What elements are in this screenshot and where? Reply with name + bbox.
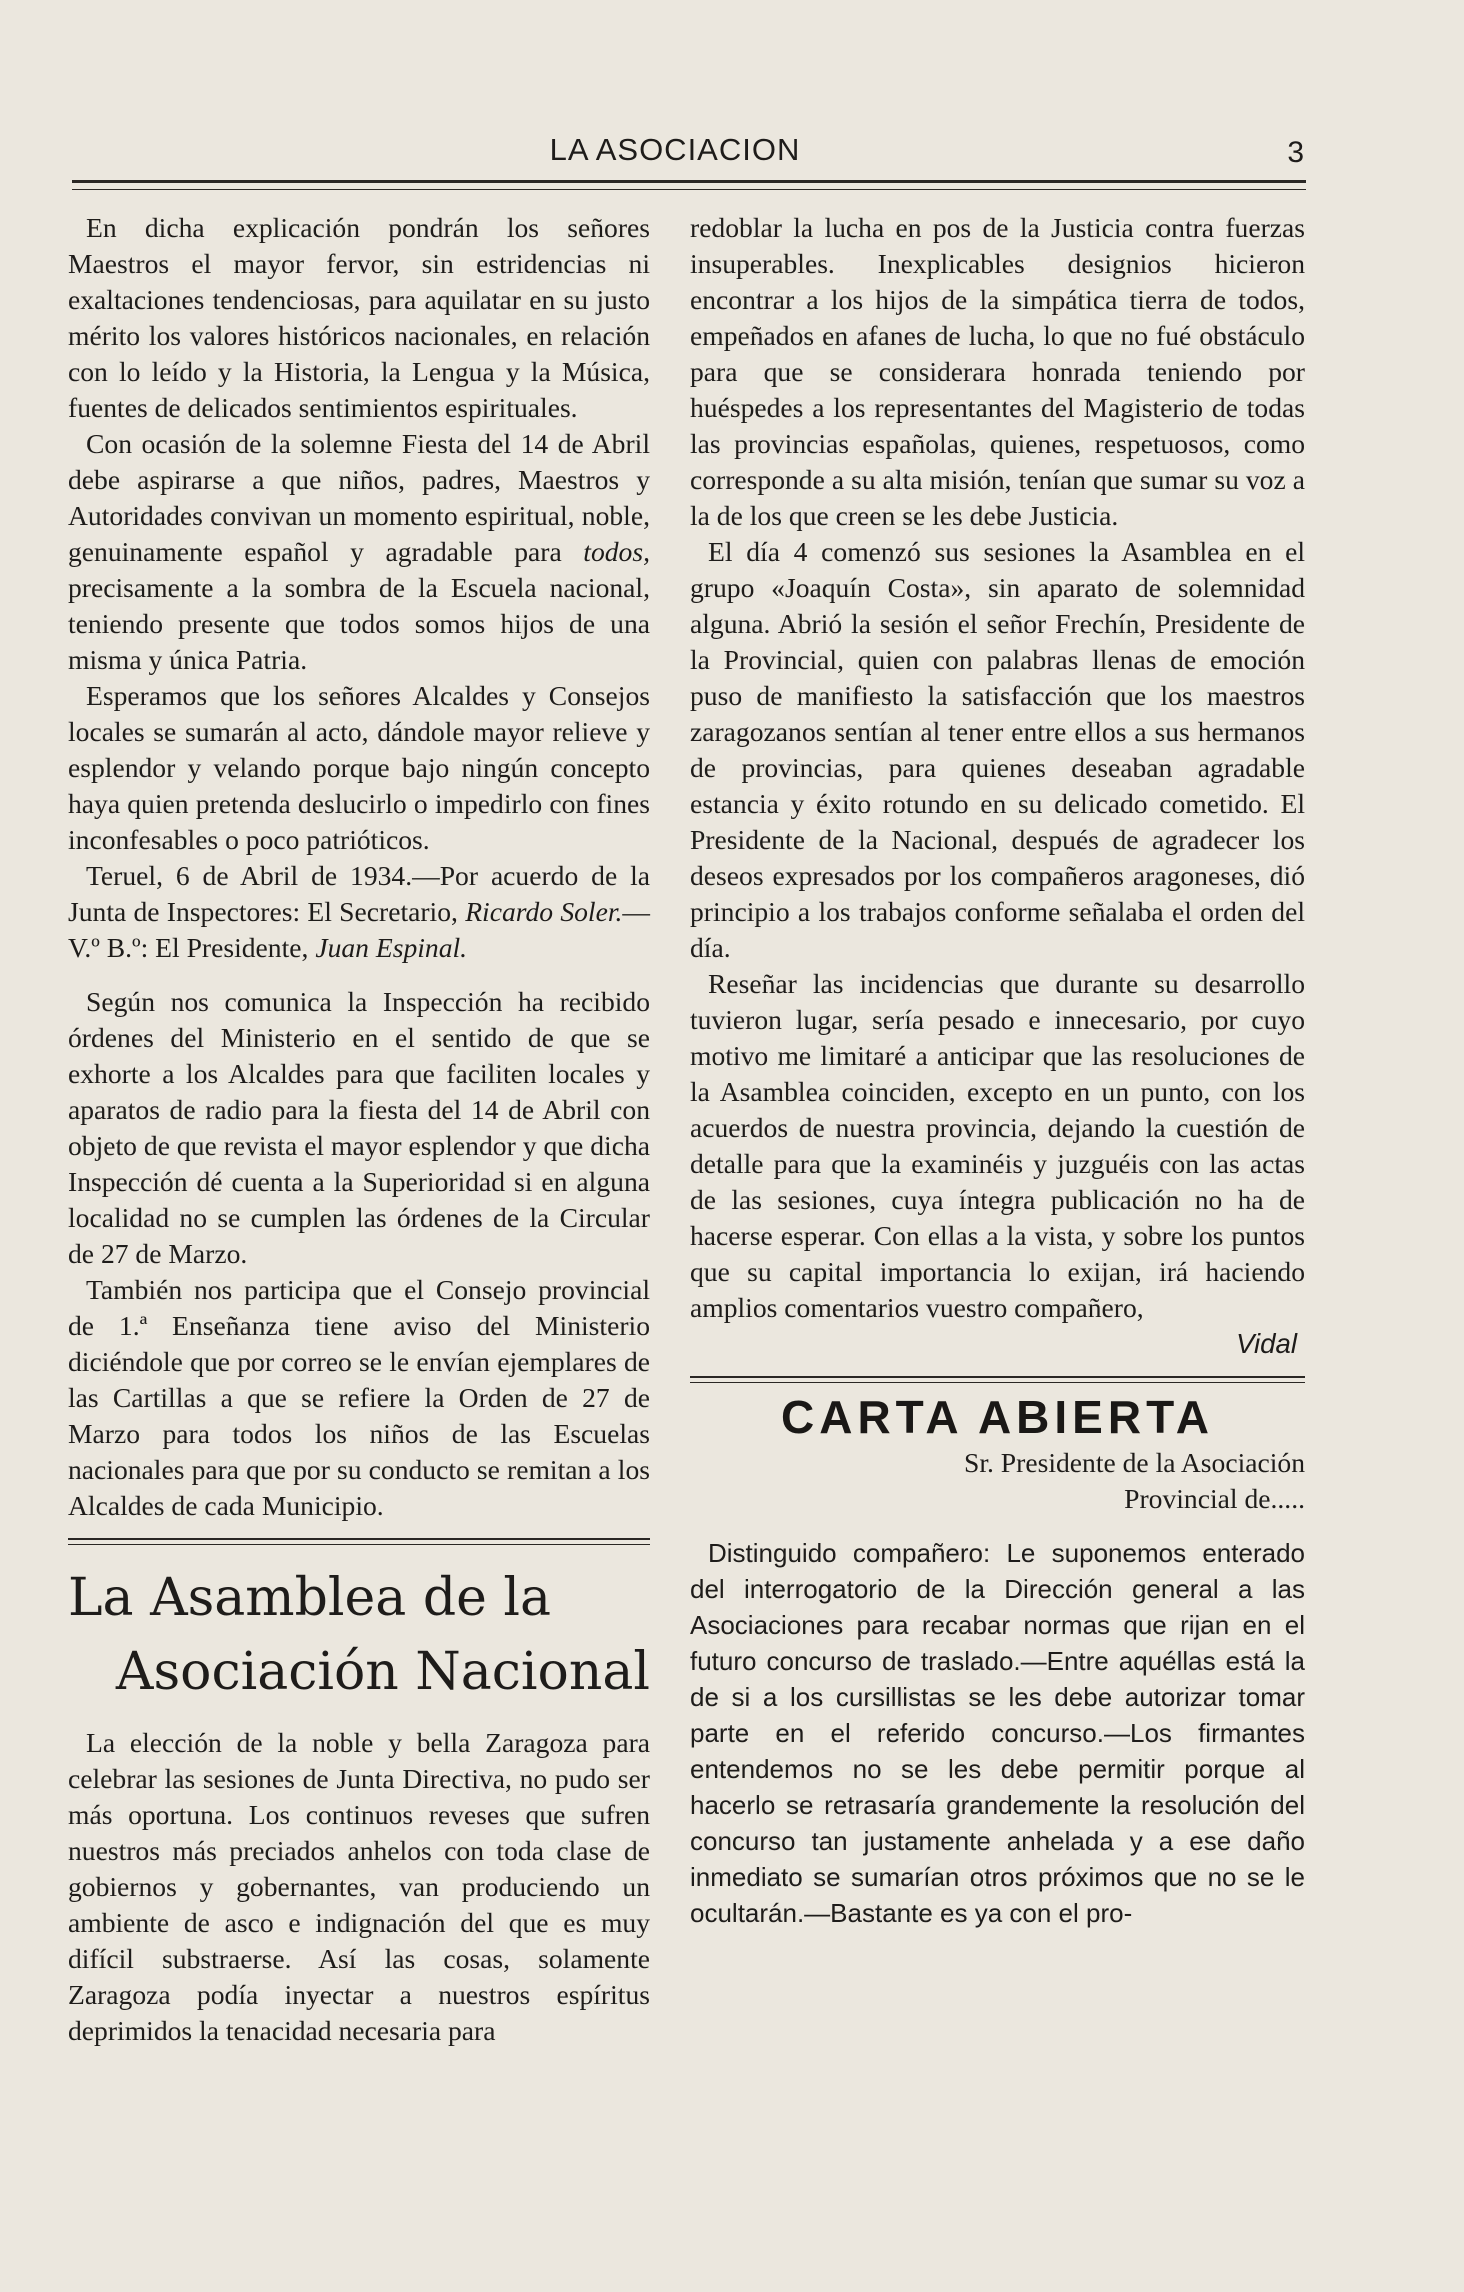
article-title-line-1: La Asamblea de la: [68, 1568, 552, 1628]
carta-body: [690, 1535, 1305, 1931]
salutation-line-2: Provincial de.....: [1124, 1483, 1305, 1514]
right-column: [690, 210, 1305, 1931]
left-column: [68, 210, 650, 2049]
signature-vidal: Vidal: [1236, 1328, 1297, 1359]
page-number: 3: [1287, 136, 1304, 169]
paragraph-sesiones: El día 4 comenzó sus sesiones la Asamblea en el grupo «Joaquín Costa», sin aparato de solemnidad alguna. Abrió la sesión el señor Frechín, Presidente de la Provincial, quien con palabras llenas de emoción puso de manifiesto la satisfacción que los maestros zaragozanos sentían al tener entre ellos a sus hermanos de provincias, para quienes deseaban agradable estancia y éxito rotundo en su delicado cometido. El Presidente de la Nacional, después de agradecer los deseos expresados por los compañeros aragoneses, dió principio a los trabajos conforme señalaba el orden del día.: [690, 536, 1305, 963]
section-rule-right: [690, 1376, 1305, 1383]
salutation-line-1: Sr. Presidente de la Asociación: [963, 1447, 1305, 1478]
paragraph-inspeccion: Según nos comunica la Inspección ha recibido órdenes del Ministerio en el sentido de que se exhorte a los Alcaldes para que faciliten locales y aparatos de radio para la fiesta del 14 de Abril con objeto de que revista el mayor esplendor y que dicha Inspección dé cuenta a la Superioridad si en alguna localidad no se cumplen las órdenes de la Circular de 27 de Marzo.: [68, 986, 650, 1269]
running-header-title: LA ASOCIACION: [549, 132, 801, 167]
paragraph-consejo: También nos participa que el Consejo provincial de 1.ª Enseñanza tiene aviso del Ministerio diciéndole que por correo se le envían ejemplares de las Cartillas a que se refiere la Orden de 27 de Marzo para todos los niños de las Escuelas nacionales para que por su conducto se remitan a los Alcaldes de cada Municipio.: [68, 1274, 650, 1521]
paragraph-alcaldes: Esperamos que los señores Alcaldes y Consejos locales se sumarán al acto, dándole mayor relieve y esplendor y velando porque bajo ningún concepto haya quien pretenda deslucirlo o impedirlo con fines inconfesables o poco patrióticos.: [68, 680, 650, 855]
article-title: [68, 1561, 650, 1709]
article-title-line-2: Asociación Nacional: [115, 1642, 650, 1702]
paragraph-fiesta: Con ocasión de la solemne Fiesta del 14 de Abril debe aspirarse a que niños, padres, Maestros y Autoridades convivan un momento espiritual, noble, genuinamente español y agradable para todos, precisamente a la sombra de la Escuela nacional, teniendo presente que todos somos hijos de una misma y única Patria.: [68, 428, 650, 675]
paragraph-distinguido: Distinguido compañero: Le suponemos enterado del interrogatorio de la Dirección general a las Asociaciones para recabar normas que rijan en el futuro concurso de traslado.—Entre aquéllas está la de si a los cursillistas se les debe autorizar tomar parte en el referido concurso.—Los firmantes entendemos no se les debe permitir porque al hacerlo se retrasaría grandemente la resolución del concurso tan justamente anhelada y a ese daño inmediato se sumarían otros próximos que no se le ocultarán.—Bastante es ya con el pro-: [690, 1538, 1305, 1928]
paragraph-zaragoza: La elección de la noble y bella Zaragoza para celebrar las sesiones de Junta Directiva, no pudo ser más oportuna. Los continuos reveses que sufren nuestros más preciados anhelos con toda clase de gobiernos y gobernantes, van produciendo un ambiente de asco e indignación del que es muy difícil substraerse. Así las cosas, solamente Zaragoza podía inyectar a nuestros espíritus deprimidos la tenacidad necesaria para: [68, 1727, 650, 2046]
paragraph-signature-teruel: Teruel, 6 de Abril de 1934.—Por acuerdo de la Junta de Inspectores: El Secretario, Ricardo Soler.—V.º B.º: El Presidente, Juan Espinal.: [68, 860, 651, 963]
paragraph-resenar: Reseñar las incidencias que durante su desarrollo tuvieron lugar, sería pesado e innecesario, por cuyo motivo me limitaré a anticipar que las resoluciones de la Asamblea coinciden, excepto en un punto, con los acuerdos de nuestra provincia, dejando la cuestión de detalle para que la examinéis y juzguéis con las actas de las sesiones, cuya íntegra publicación no ha de hacerse esperar. Con ellas a la vista, y sobre los puntos que su capital importancia lo exijan, irá haciendo amplios comentarios vuestro compañero,: [690, 968, 1305, 1323]
paragraph-redoblar: redoblar la lucha en pos de la Justicia contra fuerzas insuperables. Inexplicables designios hicieron encontrar a los hijos de la simpática tierra de todos, empeñados en afanes de lucha, lo que no fué obstáculo para que se considerara honrada teniendo por huéspedes a los representantes del Magisterio de todas las provincias españolas, quienes, respetuosos, como corresponde a su alta misión, tenían que sumar su voz a la de los que creen se les debe Justicia.: [690, 212, 1305, 531]
header-rule: [72, 180, 1306, 190]
carta-abierta-title: CARTA ABIERTA: [781, 1391, 1214, 1443]
salutation: [690, 1445, 1305, 1517]
section-rule: [68, 1538, 650, 1545]
paragraph-explicacion: En dicha explicación pondrán los señores Maestros el mayor fervor, sin estridencias ni exaltaciones tendenciosas, para aquilatar en su justo mérito los valores históricos nacionales, en relación con lo leído y la Historia, la Lengua y la Música, fuentes de delicados sentimientos espirituales.: [68, 212, 650, 423]
